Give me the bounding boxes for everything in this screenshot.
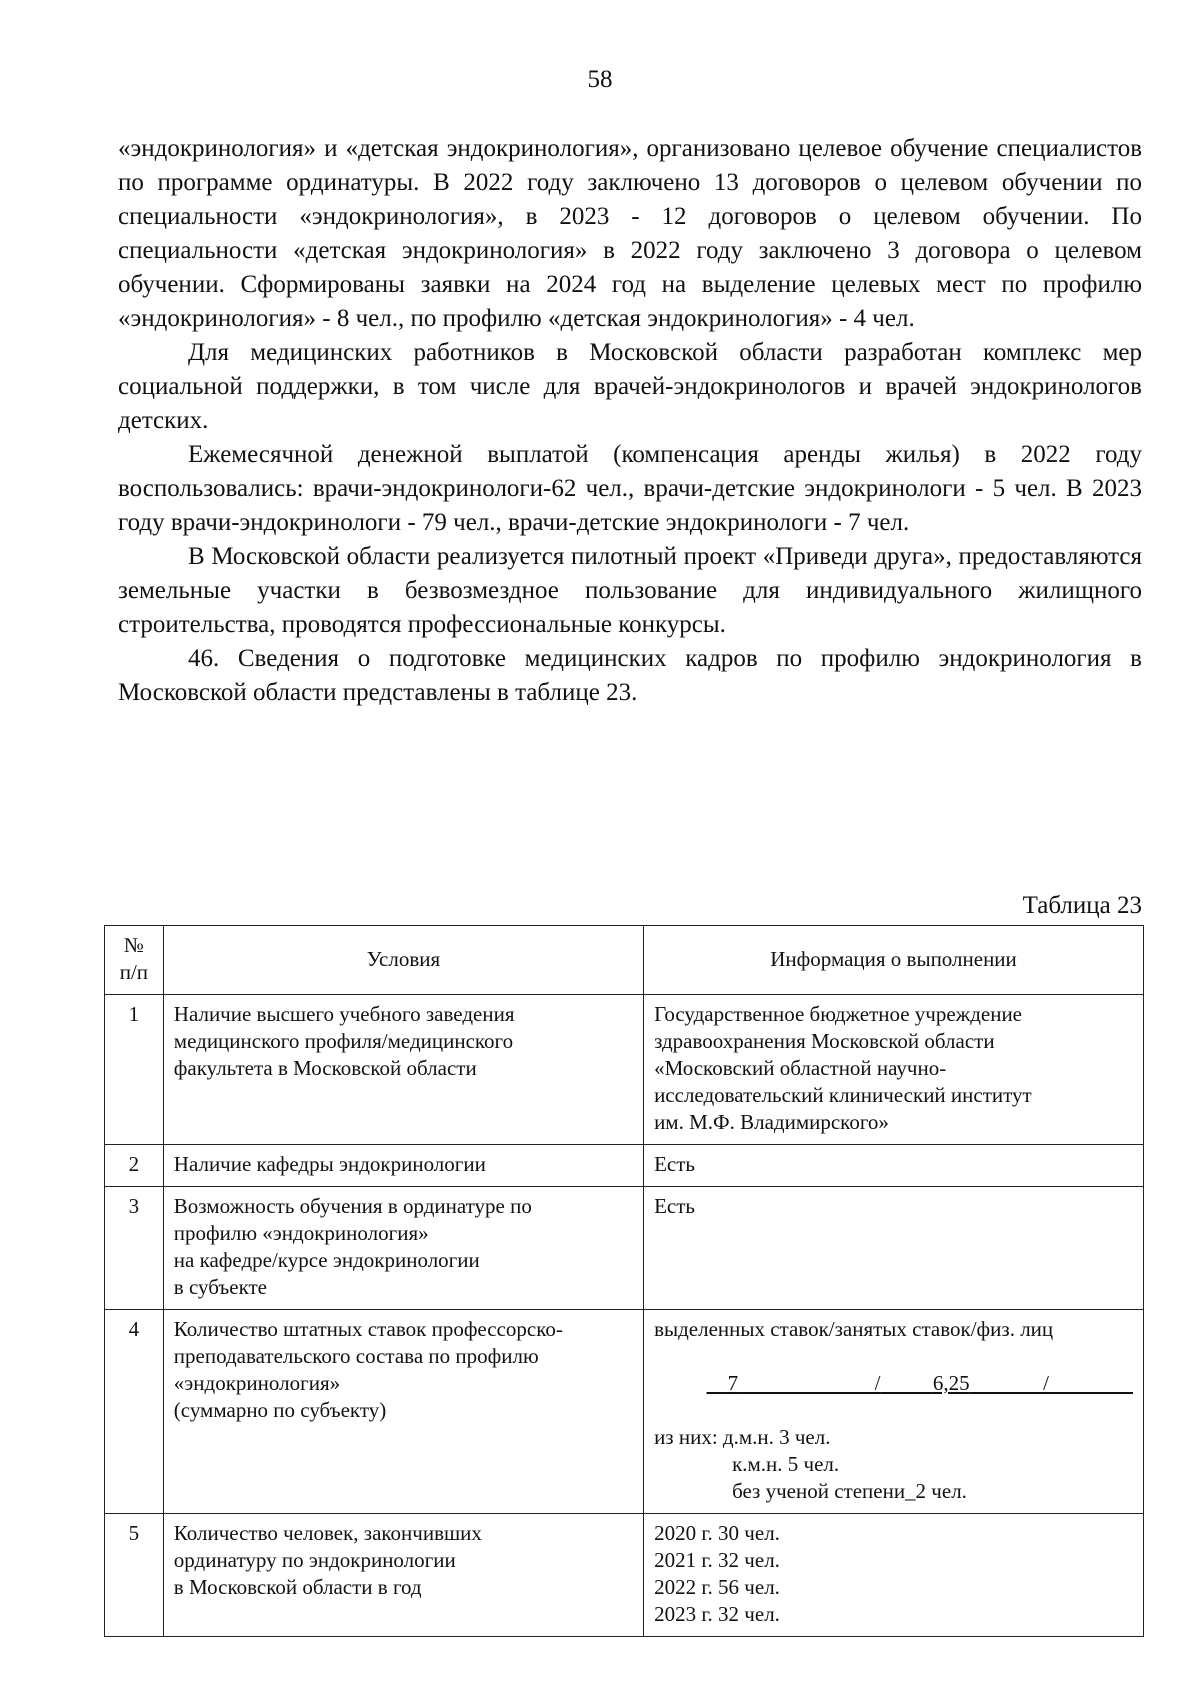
cell-line: Есть xyxy=(654,1152,695,1176)
row-conditions xyxy=(163,1187,643,1310)
table-row xyxy=(105,1145,1144,1187)
page-number: 58 xyxy=(587,66,613,93)
row-number: 5 xyxy=(105,1514,164,1637)
body-text xyxy=(118,132,1142,710)
row-info xyxy=(644,1145,1144,1187)
paragraph-section-46: 46. Сведения о подготовке медицинских кадров по профилю эндокринология в Московской области представлены в таблице 23. xyxy=(118,645,1142,706)
table-row xyxy=(105,1514,1144,1637)
row-number: 4 xyxy=(105,1310,164,1514)
underline-blank: / xyxy=(969,1371,1049,1395)
cell-line: Возможность обучения в ординатуре по xyxy=(173,1194,532,1218)
cell-line: в Московской области в год xyxy=(173,1575,422,1599)
cell-line: Государственное бюджетное учреждение xyxy=(654,1002,1023,1026)
paragraph-social-support: Для медицинских работников в Московской области разработан комплекс мер социальной поддержки, в том числе для врачей-эндокринологов и врачей эндокринологов детских. xyxy=(118,339,1142,434)
breakdown-item: к.м.н. 5 чел. xyxy=(732,1452,840,1476)
cell-line: Наличие высшего учебного заведения xyxy=(173,1002,515,1026)
row-info xyxy=(644,1187,1144,1310)
table-row xyxy=(105,1187,1144,1310)
header-number: № п/п xyxy=(105,926,164,995)
cell-line: Есть xyxy=(654,1194,695,1218)
cell-line: на кафедре/курсе эндокринологии xyxy=(173,1248,480,1272)
table-row xyxy=(105,1310,1144,1514)
header-conditions: Условия xyxy=(163,926,643,995)
cell-line: 2023 г. 32 чел. xyxy=(654,1602,780,1626)
table-header-row xyxy=(105,926,1144,995)
row-number: 1 xyxy=(105,995,164,1145)
row-info xyxy=(644,995,1144,1145)
underline-blank xyxy=(707,1371,728,1395)
staff-rates-heading: выделенных ставок/занятых ставок/физ. лиц xyxy=(654,1317,1054,1341)
header-info: Информация о выполнении xyxy=(644,926,1144,995)
table-row xyxy=(105,995,1144,1145)
row-number: 3 xyxy=(105,1187,164,1310)
allocated-rates: 7 xyxy=(727,1371,739,1395)
cell-line: профилю «эндокринология» xyxy=(173,1221,429,1245)
occupied-rates: 6,25 xyxy=(932,1371,970,1395)
cell-line: медицинского профиля/медицинского xyxy=(173,1029,514,1053)
row-info xyxy=(644,1310,1144,1514)
cell-line: «эндокринология» xyxy=(173,1371,341,1395)
cell-line: факультета в Московской области xyxy=(173,1056,477,1080)
paragraph-pilot-project: В Московской области реализуется пилотный проект «Приведи друга», предоставляются земельные участки в безвозмездное пользование для индивидуального жилищного строительства, проводятся профессиональные конкурсы. xyxy=(118,543,1142,638)
underline-blank xyxy=(1049,1371,1133,1395)
cell-line: «Московский областной научно- xyxy=(654,1056,947,1080)
cell-line: в субъекте xyxy=(173,1275,267,1299)
cell-line: здравоохранения Московской области xyxy=(654,1029,995,1053)
row-info xyxy=(644,1514,1144,1637)
staff-rates-values xyxy=(654,1343,1133,1424)
cell-line: 2022 г. 56 чел. xyxy=(654,1575,780,1599)
row-conditions xyxy=(163,995,643,1145)
underline-blank xyxy=(880,1371,933,1395)
cell-line: Наличие кафедры эндокринологии xyxy=(173,1152,486,1176)
row-conditions xyxy=(163,1145,643,1187)
paragraph-continuation: «эндокринология» и «детская эндокринология», организовано целевое обучение специалистов по программе ординатуры. В 2022 году заключено 13 договоров о целевом обучении по специальности «эндокринология», в 2023 - 12 договоров о целевом обучении. По специальности «детская эндокринология» в 2022 году заключено 3 договора о целевом обучении. Сформированы заявки на 2024 год на выделение целевых мест по профилю «эндокринология» - 8 чел., по профилю «детская эндокринология» - 4 чел. xyxy=(118,135,1142,332)
table-caption: Таблица 23 xyxy=(1022,892,1142,919)
cell-line: исследовательский клинический институт xyxy=(654,1083,1032,1107)
cell-line: преподавательского состава по профилю xyxy=(173,1344,539,1368)
breakdown-label: из них: д.м.н. 3 чел. xyxy=(654,1425,831,1449)
cell-line: им. М.Ф. Владимирского» xyxy=(654,1110,889,1134)
cell-line: 2021 г. 32 чел. xyxy=(654,1548,780,1572)
cell-line: Количество штатных ставок профессорско- xyxy=(173,1317,563,1341)
cell-line: (суммарно по субъекту) xyxy=(173,1398,387,1422)
cell-line: ординатуру по эндокринологии xyxy=(173,1548,456,1572)
cell-line: Количество человек, закончивших xyxy=(173,1521,482,1545)
underline-blank: / xyxy=(738,1371,881,1395)
cell-line: 2020 г. 30 чел. xyxy=(654,1521,780,1545)
row-conditions xyxy=(163,1514,643,1637)
breakdown-item: без ученой степени_2 чел. xyxy=(732,1479,967,1503)
paragraph-monthly-payment: Ежемесячной денежной выплатой (компенсация аренды жилья) в 2022 году воспользовались: врачи-эндокринологи-62 чел., врачи-детские эндокринологи - 5 чел. В 2023 году врачи-эндокринологи - 79 чел., врачи-детские эндокринологи - 7 чел. xyxy=(118,441,1142,536)
row-number: 2 xyxy=(105,1145,164,1187)
training-table xyxy=(104,925,1144,1637)
row-conditions xyxy=(163,1310,643,1514)
